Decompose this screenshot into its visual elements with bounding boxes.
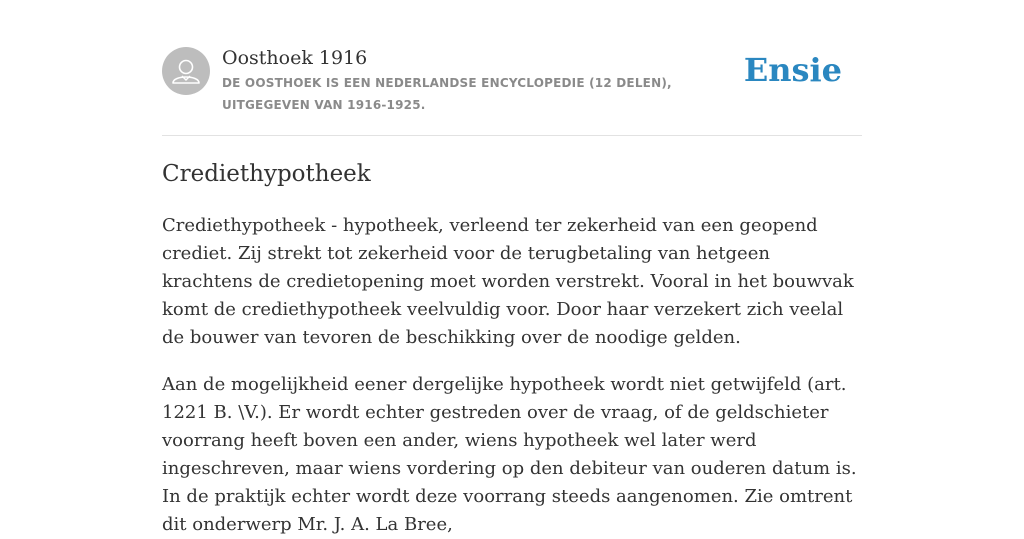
article bbox=[162, 158, 866, 539]
article-paragraph: Aan de mogelijkheid eener dergelijke hypotheek wordt niet getwijfeld (art. 1221 B. \V.). Er wordt echter gestreden over de vraag, of de geldschieter voorrang heeft boven een ander, wiens hypotheek wel later werd ingeschreven, maar wiens vordering op den debiteur van ouderen datum is. In de praktijk echter wordt deze voorrang steeds aangenomen. Zie omtrent dit onderwerp Mr. J. A. La Bree, bbox=[162, 374, 857, 535]
user-icon[interactable] bbox=[162, 47, 210, 95]
divider bbox=[162, 135, 862, 136]
source-title[interactable]: Oosthoek 1916 bbox=[222, 47, 368, 69]
article-title: Crediethypotheek bbox=[162, 161, 371, 187]
source-header bbox=[162, 46, 862, 118]
article-paragraph: Crediethypotheek - hypotheek, verleend ter zekerheid van een geopend crediet. Zij strekt tot zekerheid voor de terugbetaling van hetgeen krachtens de credietopening moet worden verstrekt. Vooral in het bouwvak komt de crediethypotheek veelvuldig voor. Door haar verzekert zich veelal de bouwer van tevoren de beschikking over de noodige gelden. bbox=[162, 215, 854, 348]
source-description: DE OOSTHOEK IS EEN NEDERLANDSE ENCYCLOPEDIE (12 DELEN), UITGEGEVEN VAN 1916-1925. bbox=[222, 76, 672, 112]
brand-logo[interactable]: Ensie bbox=[743, 51, 842, 89]
